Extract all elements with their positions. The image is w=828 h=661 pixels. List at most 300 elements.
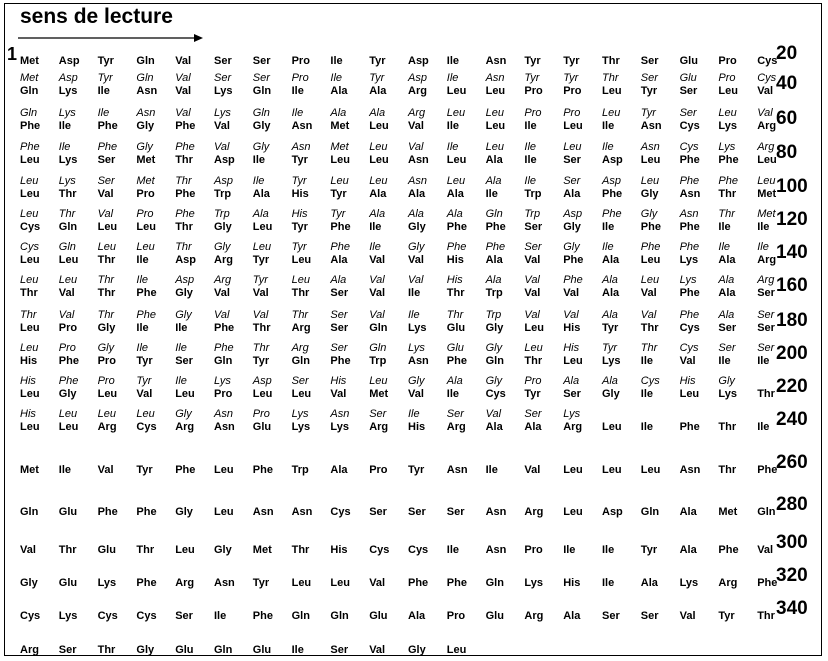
lower-residue: Ala — [408, 188, 426, 200]
upper-residue: Phe — [175, 208, 195, 220]
lower-residue: Gln — [640, 506, 660, 518]
row-position-number: 140 — [776, 242, 808, 263]
upper-residue: Thr — [252, 342, 270, 354]
lower-residue: Gly — [214, 544, 232, 556]
upper-residue — [253, 531, 290, 544]
upper-residue: Ile — [718, 241, 731, 253]
lower-residue: Phe — [485, 221, 506, 233]
sequence-cell — [253, 42, 290, 67]
lower-residue: Ile — [602, 221, 615, 233]
lower-residue: Ile — [136, 322, 149, 334]
lower-residue: Cys — [97, 610, 118, 622]
lower-residue: Gly — [20, 577, 38, 589]
lower-residue: His — [20, 355, 38, 367]
sequence-cell — [641, 208, 678, 233]
sequence-cell — [369, 241, 406, 266]
lower-residue: Leu — [485, 120, 506, 132]
lower-residue: Ile — [602, 544, 615, 556]
lower-residue: Tyr — [97, 55, 114, 67]
lower-residue: Val — [408, 120, 424, 132]
upper-residue — [20, 493, 57, 506]
sequence-cell — [20, 175, 57, 200]
lower-residue: Gly — [214, 221, 232, 233]
upper-residue — [20, 451, 57, 464]
upper-residue: Phe — [136, 309, 156, 321]
sequence-cell — [253, 493, 290, 518]
upper-residue: Gly — [640, 208, 658, 220]
upper-residue — [408, 564, 445, 577]
upper-residue: Lys — [679, 274, 697, 286]
sequence-cell — [524, 72, 561, 97]
sequence-cell — [98, 208, 135, 233]
sequence-cell — [98, 451, 135, 476]
upper-residue: Leu — [563, 141, 582, 153]
sequence-cell — [718, 493, 755, 518]
sequence-cell — [292, 175, 329, 200]
lower-residue: Ile — [602, 120, 615, 132]
lower-residue: Asp — [58, 55, 80, 67]
sequence-cell — [563, 408, 600, 433]
upper-residue: Phe — [20, 141, 40, 153]
upper-residue — [175, 531, 212, 544]
lower-residue: Ala — [602, 287, 620, 299]
sequence-cell — [59, 631, 96, 656]
sequence-cell — [175, 241, 212, 266]
sequence-cell — [486, 141, 523, 166]
lower-residue: Thr — [175, 154, 193, 166]
sequence-cell — [447, 375, 484, 400]
upper-residue: Val — [175, 72, 191, 84]
sequence-cell — [175, 493, 212, 518]
upper-residue — [641, 42, 678, 55]
upper-residue: Ala — [602, 274, 618, 286]
sequence-cell — [447, 408, 484, 433]
lower-residue: Leu — [20, 188, 40, 200]
sequence-cell — [718, 208, 755, 233]
sequence-cell — [369, 141, 406, 166]
lower-residue: Gln — [58, 221, 78, 233]
upper-residue — [214, 451, 251, 464]
sequence-cell — [136, 631, 173, 656]
upper-residue: Asn — [485, 72, 505, 84]
upper-residue — [524, 597, 561, 610]
lower-residue: Pro — [136, 188, 155, 200]
lower-residue: Phe — [563, 254, 584, 266]
lower-residue: Thr — [718, 464, 737, 476]
upper-residue — [680, 531, 717, 544]
lower-residue: Gly — [602, 388, 620, 400]
lower-residue: Leu — [563, 355, 583, 367]
row-position-number: 100 — [776, 176, 808, 197]
sequence-cell — [680, 451, 717, 476]
sequence-cell — [292, 72, 329, 97]
lower-residue: Met — [330, 120, 350, 132]
upper-residue: Phe — [330, 241, 350, 253]
upper-residue — [369, 42, 406, 55]
sequence-cell — [602, 42, 639, 67]
lower-residue: Asn — [408, 355, 429, 367]
lower-residue: Pro — [58, 322, 78, 334]
upper-residue: Asp — [175, 274, 195, 286]
lower-residue: Glu — [58, 577, 78, 589]
upper-residue — [330, 564, 367, 577]
lower-residue: Ile — [369, 221, 382, 233]
lower-residue: His — [408, 421, 426, 433]
sequence-cell — [292, 451, 329, 476]
upper-residue: His — [291, 208, 308, 220]
lower-residue: Phe — [20, 120, 41, 132]
upper-residue — [59, 451, 96, 464]
sequence-cell — [136, 375, 173, 400]
upper-residue: Leu — [58, 274, 78, 286]
upper-residue: Val — [563, 309, 579, 321]
upper-residue: Cys — [679, 342, 699, 354]
upper-residue: Pro — [252, 408, 270, 420]
lower-residue: Glu — [679, 55, 698, 67]
lower-residue: Lys — [718, 388, 737, 400]
sequence-cell — [563, 241, 600, 266]
upper-residue — [718, 531, 755, 544]
lower-residue: Ala — [330, 464, 348, 476]
sequence-cell — [718, 72, 755, 97]
sequence-cell — [98, 597, 135, 622]
upper-residue — [641, 493, 678, 506]
sequence-cell — [447, 208, 484, 233]
sequence-cell — [292, 208, 329, 233]
sequence-cell — [292, 107, 329, 132]
upper-residue: His — [20, 375, 36, 387]
sequence-cell — [20, 342, 57, 367]
lower-residue: Phe — [718, 154, 739, 166]
lower-residue: Thr — [20, 287, 38, 299]
upper-residue: Leu — [369, 141, 388, 153]
lower-residue: Lys — [524, 577, 543, 589]
sequence-cell — [718, 564, 755, 589]
lower-residue: Asn — [446, 464, 468, 476]
upper-residue — [718, 42, 755, 55]
lower-residue: Ile — [97, 85, 110, 97]
upper-residue: Phe — [485, 241, 506, 253]
upper-residue: Ile — [408, 309, 420, 321]
upper-residue: Lys — [718, 141, 736, 153]
sequence-cell — [563, 175, 600, 200]
sequence-cell — [369, 309, 406, 334]
lower-residue: Phe — [757, 464, 778, 476]
upper-residue — [524, 42, 561, 55]
sequence-cell — [718, 451, 755, 476]
upper-residue: His — [563, 342, 580, 354]
row-position-number: 320 — [776, 565, 808, 586]
sequence-cell — [563, 72, 600, 97]
sequence-cell — [330, 141, 367, 166]
upper-residue: Ile — [330, 72, 343, 84]
lower-residue: Val — [369, 644, 386, 656]
sequence-cell — [136, 564, 173, 589]
upper-residue: Trp — [485, 309, 502, 321]
upper-residue: Thr — [20, 309, 37, 321]
lower-residue: Thr — [136, 544, 155, 556]
lower-residue: Ala — [252, 188, 270, 200]
lower-residue: Ser — [175, 610, 193, 622]
upper-residue: Ala — [563, 375, 580, 387]
sequence-cell — [447, 597, 484, 622]
upper-residue: Phe — [97, 141, 118, 153]
sequence-cell — [641, 72, 678, 97]
sequence-cell — [718, 408, 755, 433]
lower-residue: Ile — [446, 388, 460, 400]
upper-residue: Pro — [97, 375, 115, 387]
lower-residue: Leu — [20, 322, 40, 334]
upper-residue: Gln — [136, 72, 154, 84]
lower-residue: Pro — [563, 85, 582, 97]
lower-residue: Val — [136, 388, 153, 400]
upper-residue: Ser — [330, 342, 348, 354]
lower-residue: Thr — [291, 544, 310, 556]
sequence-cell — [369, 72, 406, 97]
upper-residue — [253, 42, 290, 55]
upper-residue: Tyr — [563, 72, 579, 84]
upper-residue: Tyr — [136, 375, 152, 387]
upper-residue — [602, 531, 639, 544]
sequence-cell — [214, 375, 251, 400]
lower-residue: Glu — [252, 644, 272, 656]
upper-residue — [292, 631, 329, 644]
sequence-cell — [486, 597, 523, 622]
lower-residue: Phe — [175, 120, 196, 132]
sequence-cell — [175, 141, 212, 166]
sequence-cell — [602, 208, 639, 233]
sequence-cell — [292, 375, 329, 400]
sequence-cell — [330, 597, 367, 622]
lower-residue: Ser — [330, 644, 349, 656]
upper-residue: Lys — [563, 408, 581, 420]
lower-residue: Pro — [369, 464, 388, 476]
upper-residue — [369, 493, 406, 506]
lower-residue: Ser — [252, 55, 271, 67]
upper-residue — [59, 597, 96, 610]
lower-residue: Leu — [563, 120, 583, 132]
upper-residue: Thr — [291, 309, 309, 321]
upper-residue: Phe — [679, 175, 700, 187]
lower-residue: Gln — [136, 55, 155, 67]
sequence-cell — [524, 631, 561, 644]
sequence-cell — [253, 309, 290, 334]
upper-residue: Pro — [718, 72, 736, 84]
upper-residue: Asn — [408, 175, 427, 187]
lower-residue: Tyr — [640, 85, 658, 97]
sequence-cell — [214, 208, 251, 233]
sequence-cell — [330, 241, 367, 266]
lower-residue: Phe — [640, 221, 661, 233]
lower-residue: Leu — [291, 577, 312, 589]
lower-residue: Val — [369, 287, 386, 299]
upper-residue — [330, 631, 367, 644]
sequence-cell — [408, 531, 445, 556]
sequence-cell — [486, 631, 523, 644]
lower-residue: Gly — [408, 221, 426, 233]
lower-residue: Tyr — [136, 464, 153, 476]
sequence-cell — [408, 493, 445, 518]
upper-residue — [680, 408, 717, 421]
upper-residue: Leu — [252, 241, 272, 253]
lower-residue: Lys — [679, 254, 699, 266]
lower-residue: Met — [718, 506, 738, 518]
upper-residue: Glu — [446, 342, 464, 354]
row-position-number: 200 — [776, 343, 808, 364]
lower-residue: Ile — [446, 55, 460, 67]
lower-residue: Lys — [330, 421, 349, 433]
upper-residue: His — [20, 408, 36, 420]
upper-residue — [175, 451, 212, 464]
lower-residue: Leu — [446, 644, 467, 656]
lower-residue: Tyr — [252, 254, 270, 266]
lower-residue: Ile — [757, 221, 770, 233]
lower-residue: Glu — [252, 421, 272, 433]
lower-residue: Leu — [640, 254, 661, 266]
lower-residue: Asp — [214, 154, 235, 166]
lower-residue: Gln — [291, 355, 310, 367]
lower-residue: Lys — [408, 322, 427, 334]
lower-residue: Leu — [446, 154, 467, 166]
lower-residue: Met — [136, 154, 156, 166]
upper-residue: Ser — [524, 241, 542, 253]
lower-residue: Leu — [252, 388, 273, 400]
sequence-cell — [253, 72, 290, 97]
lower-residue: Arg — [718, 577, 738, 589]
sequence-cell — [680, 493, 717, 518]
upper-residue: Tyr — [291, 241, 307, 253]
upper-residue — [98, 531, 135, 544]
lower-residue: Trp — [214, 188, 232, 200]
lower-residue: Leu — [563, 464, 583, 476]
lower-residue: Phe — [602, 188, 623, 200]
sequence-cell — [602, 175, 639, 200]
sequence-cell — [641, 408, 678, 433]
lower-residue: Arg — [563, 421, 583, 433]
upper-residue — [98, 42, 135, 55]
lower-residue: Val — [408, 254, 424, 266]
upper-residue: Asn — [330, 408, 350, 420]
upper-residue: Leu — [136, 408, 155, 420]
sequence-cell — [447, 531, 484, 556]
sequence-cell — [641, 241, 678, 266]
upper-residue: Leu — [446, 175, 466, 187]
lower-residue: Leu — [20, 421, 40, 433]
lower-residue: Gln — [485, 355, 504, 367]
upper-residue — [214, 564, 251, 577]
upper-residue — [330, 451, 367, 464]
lower-residue: Leu — [330, 577, 350, 589]
lower-residue: Phe — [58, 355, 79, 367]
lower-residue: Lys — [718, 120, 737, 132]
lower-residue: Ser — [446, 506, 465, 518]
lower-residue: His — [563, 322, 581, 334]
lower-residue: Pro — [446, 610, 466, 622]
sequence-cell — [408, 309, 445, 334]
lower-residue: Tyr — [524, 388, 541, 400]
upper-residue: Gly — [408, 241, 425, 253]
upper-residue: Gly — [136, 141, 153, 153]
lower-residue: Tyr — [602, 322, 619, 334]
upper-residue: Thr — [718, 208, 735, 220]
upper-residue: Met — [757, 208, 776, 220]
lower-residue: Gln — [330, 610, 349, 622]
upper-residue: Leu — [136, 241, 155, 253]
lower-residue: Lys — [214, 85, 233, 97]
sequence-cell — [253, 564, 290, 589]
sequence-cell — [292, 274, 329, 299]
sequence-cell — [175, 408, 212, 433]
lower-residue: Leu — [214, 464, 234, 476]
upper-residue: His — [679, 375, 696, 387]
sequence-cell — [408, 342, 445, 367]
upper-residue: Thr — [640, 342, 658, 354]
upper-residue — [253, 451, 290, 464]
sequence-cell — [524, 175, 561, 200]
lower-residue: Gln — [291, 610, 310, 622]
lower-residue: Phe — [175, 188, 196, 200]
sequence-cell — [253, 631, 290, 656]
sequence-cell — [175, 451, 212, 476]
sequence-cell — [602, 309, 639, 334]
sequence-cell — [563, 274, 600, 299]
sequence-cell — [20, 107, 57, 132]
upper-residue — [292, 451, 329, 464]
sequence-cell — [369, 342, 406, 367]
lower-residue: Thr — [446, 287, 465, 299]
sequence-cell — [369, 408, 406, 433]
sequence-cell — [98, 72, 135, 97]
lower-residue: Ile — [640, 355, 654, 367]
lower-residue: Glu — [175, 644, 194, 656]
upper-residue: Pro — [136, 208, 154, 220]
sequence-cell — [214, 408, 251, 433]
sequence-cell — [680, 408, 717, 433]
lower-residue: Phe — [175, 464, 196, 476]
sequence-cell — [175, 342, 212, 367]
lower-residue: Ala — [485, 154, 503, 166]
upper-residue: Trp — [524, 208, 541, 220]
upper-residue — [98, 631, 135, 644]
sequence-cell — [20, 141, 57, 166]
sequence-cell — [602, 274, 639, 299]
sequence-cell — [680, 564, 717, 589]
sequence-cell — [408, 241, 445, 266]
sequence-cell — [447, 342, 484, 367]
upper-residue: Leu — [485, 107, 504, 119]
lower-residue: Gln — [757, 506, 776, 518]
upper-residue: Thr — [602, 72, 619, 84]
sequence-cell — [59, 451, 96, 476]
upper-residue: Ala — [718, 309, 735, 321]
lower-residue: Val — [524, 464, 541, 476]
upper-residue — [563, 493, 600, 506]
upper-residue — [602, 597, 639, 610]
upper-residue — [253, 493, 290, 506]
sequence-cell — [59, 72, 96, 97]
sequence-cell — [136, 493, 173, 518]
lower-residue: Arg — [369, 421, 389, 433]
lower-residue: Ile — [252, 154, 266, 166]
upper-residue — [563, 531, 600, 544]
sequence-cell — [175, 274, 212, 299]
upper-residue: His — [330, 375, 347, 387]
lower-residue: Gly — [175, 506, 193, 518]
lower-residue: Cys — [679, 120, 700, 132]
upper-residue — [175, 564, 212, 577]
sequence-cell — [292, 597, 329, 622]
lower-residue: Gln — [214, 355, 233, 367]
